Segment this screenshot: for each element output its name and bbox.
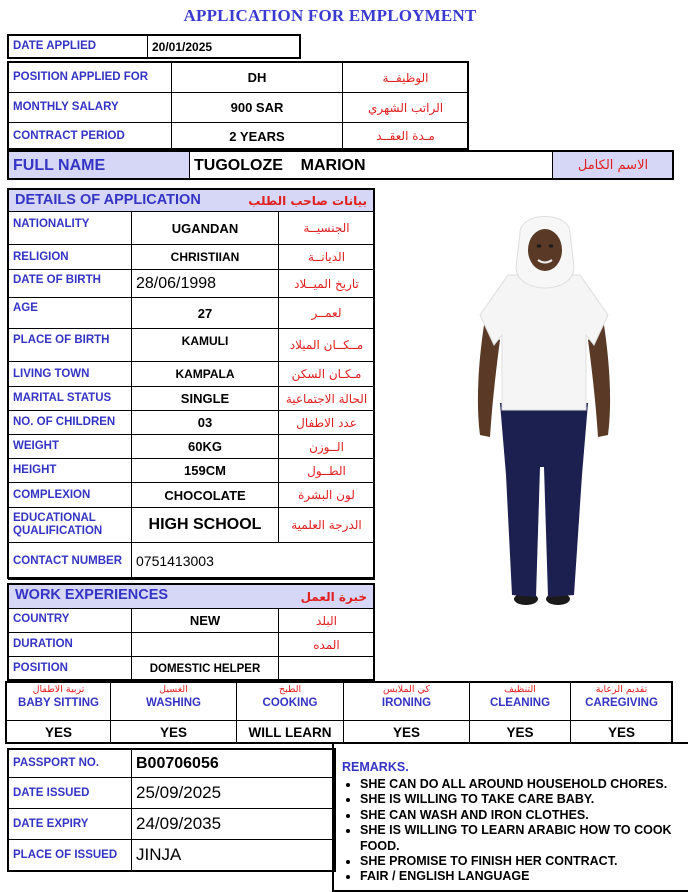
passport-no-value: B00706056	[132, 750, 336, 778]
remark-item: • SHE CAN WASH AND IRON CLOTHES.	[360, 808, 688, 823]
children-value: 03	[132, 411, 279, 435]
salary-value: 900 SAR	[172, 93, 343, 123]
skill-baby-sitting	[7, 683, 111, 721]
position-ar: الوظيفــة	[343, 63, 469, 93]
date-expiry-label: DATE EXPIRY	[9, 809, 132, 840]
skill-value: WILL LEARN	[237, 721, 344, 744]
work-table	[8, 608, 375, 681]
date-issued-value: 25/09/2025	[132, 778, 336, 809]
contact-value: 0751413003	[132, 543, 279, 580]
skill-label: COOKING	[262, 697, 318, 709]
work-position-label: POSITION	[9, 657, 132, 681]
skill-ironing	[344, 683, 470, 721]
details-header-cell	[9, 190, 374, 212]
living-town-value: KAMPALA	[132, 362, 279, 387]
full-name-value: TUGOLOZE MARION	[190, 152, 553, 180]
work-duration-label: DURATION	[9, 633, 132, 657]
skill-label: CAREGIVING	[585, 697, 658, 709]
full-name-label: FULL NAME	[9, 152, 190, 180]
complexion-label: COMPLEXION	[9, 483, 132, 508]
skill-ar: كي الملابس	[383, 684, 430, 695]
salary-label: MONTHLY SALARY	[9, 93, 172, 123]
applicant-photo	[470, 205, 620, 615]
remark-item: • FAIR / ENGLISH LANGUAGE	[360, 869, 688, 884]
complexion-value: CHOCOLATE	[132, 483, 279, 508]
living-town-label: LIVING TOWN	[9, 362, 132, 387]
date-applied-label: DATE APPLIED	[9, 36, 148, 58]
age-value: 27	[132, 298, 279, 329]
details-header-label: DETAILS OF APPLICATION	[15, 191, 201, 208]
skill-label: CLEANING	[489, 697, 551, 709]
skill-value: YES	[470, 721, 571, 744]
education-label: EDUCATIONAL QUALIFICATION	[9, 508, 132, 543]
skill-cooking	[237, 683, 344, 721]
skill-ar: التنظيف	[504, 684, 536, 695]
work-duration-ar: المده	[279, 633, 375, 657]
religion-label: RELIGION	[9, 245, 132, 270]
skill-cleaning	[470, 683, 571, 721]
pob-ar: مــكــان الميلاد	[279, 329, 375, 362]
pob-label: PLACE OF BIRTH	[9, 329, 132, 362]
religion-ar: الديانــة	[279, 245, 375, 270]
age-label: AGE	[9, 298, 132, 329]
contact-label: CONTACT NUMBER	[9, 543, 132, 580]
remark-item: • SHE IS WILLING TO TAKE CARE BABY.	[360, 792, 688, 807]
remarks-list	[342, 777, 688, 885]
passport-no-label: PASSPORT NO.	[9, 750, 132, 778]
children-label: NO. OF CHILDREN	[9, 411, 132, 435]
passport-table	[8, 749, 336, 871]
page-title: APPLICATION FOR EMPLOYMENT	[183, 6, 477, 25]
nationality-value: UGANDAN	[132, 212, 279, 245]
height-ar: الطــول	[279, 459, 375, 483]
date-issued-label: DATE ISSUED	[9, 778, 132, 809]
marital-status-ar: الحالة الاجتماعية	[279, 387, 375, 411]
height-value: 159CM	[132, 459, 279, 483]
complexion-ar: لون البشرة	[279, 483, 375, 508]
contract-value: 2 YEARS	[172, 123, 343, 150]
work-country-ar: البلد	[279, 609, 375, 633]
work-header-label: WORK EXPERIENCES	[15, 586, 169, 603]
full-name-table	[8, 151, 674, 180]
dob-label: DATE OF BIRTH	[9, 270, 132, 298]
position-label: POSITION APPLIED FOR	[9, 63, 172, 93]
children-ar: عدد الاطفال	[279, 411, 375, 435]
remark-item: • SHE IS WILLING TO LEARN ARABIC HOW TO COOK FOOD.	[360, 823, 688, 854]
remarks-box	[332, 742, 688, 892]
education-value: HIGH SCHOOL	[132, 508, 279, 543]
position-value: DH	[172, 63, 343, 93]
weight-value: 60KG	[132, 435, 279, 459]
work-header-ar: خبرة العمل	[300, 589, 367, 604]
contract-label: CONTRACT PERIOD	[9, 123, 172, 150]
living-town-ar: مـكـان السكن	[279, 362, 375, 387]
skill-value: YES	[7, 721, 111, 744]
full-name-ar: الاسم الكامل	[553, 152, 674, 180]
age-ar: لعمــر	[279, 298, 375, 329]
work-duration-value	[132, 633, 279, 657]
work-position-value: DOMESTIC HELPER	[132, 657, 279, 681]
skill-value: YES	[344, 721, 470, 744]
dob-ar: تاريخ الميــلاد	[279, 270, 375, 298]
skill-label: BABY SITTING	[18, 697, 99, 709]
details-header-ar: بيانات صاحب الطلب	[248, 193, 367, 208]
height-label: HEIGHT	[9, 459, 132, 483]
nationality-ar: الجنسيــة	[279, 212, 375, 245]
work-country-label: COUNTRY	[9, 609, 132, 633]
salary-ar: الراتب الشهري	[343, 93, 469, 123]
work-position-ar	[279, 657, 375, 681]
religion-value: CHRISTIIAN	[132, 245, 279, 270]
position-table	[8, 62, 469, 150]
pob-value: KAMULI	[132, 329, 279, 362]
date-applied-value: 20/01/2025	[148, 36, 301, 58]
remark-item: • SHE PROMISE TO FINISH HER CONTRACT.	[360, 854, 688, 869]
marital-status-value: SINGLE	[132, 387, 279, 411]
nationality-label: NATIONALITY	[9, 212, 132, 245]
place-issued-value: JINJA	[132, 840, 336, 871]
weight-label: WEIGHT	[9, 435, 132, 459]
remarks-title: REMARKS.	[342, 760, 409, 774]
skill-ar: تقديم الرعاية	[595, 684, 648, 695]
skill-value: YES	[111, 721, 237, 744]
weight-ar: الــوزن	[279, 435, 375, 459]
skill-ar: الغسيل	[159, 684, 188, 695]
dob-value: 28/06/1998	[132, 270, 279, 298]
skill-ar: تربية الاطفال	[32, 684, 85, 695]
education-ar: الدرجة العلمية	[279, 508, 375, 543]
date-applied-table	[8, 35, 301, 58]
contract-ar: مـدة العقــد	[343, 123, 469, 150]
work-header-cell	[9, 585, 374, 609]
skill-value: YES	[571, 721, 673, 744]
remark-item: • SHE CAN DO ALL AROUND HOUSEHOLD CHORES.	[360, 777, 688, 792]
place-issued-label: PLACE OF ISSUED	[9, 840, 132, 871]
date-expiry-value: 24/09/2035	[132, 809, 336, 840]
skill-label: IRONING	[381, 697, 432, 709]
work-country-value: NEW	[132, 609, 279, 633]
skills-table	[6, 682, 673, 744]
marital-status-label: MARITAL STATUS	[9, 387, 132, 411]
skill-label: WASHING	[146, 697, 201, 709]
work-header	[8, 584, 374, 609]
details-table	[8, 211, 375, 580]
details-header	[8, 189, 374, 212]
skill-washing	[111, 683, 237, 721]
skill-caregiving	[571, 683, 673, 721]
skill-ar: الطبخ	[278, 684, 302, 695]
contact-empty-cell	[279, 543, 375, 580]
